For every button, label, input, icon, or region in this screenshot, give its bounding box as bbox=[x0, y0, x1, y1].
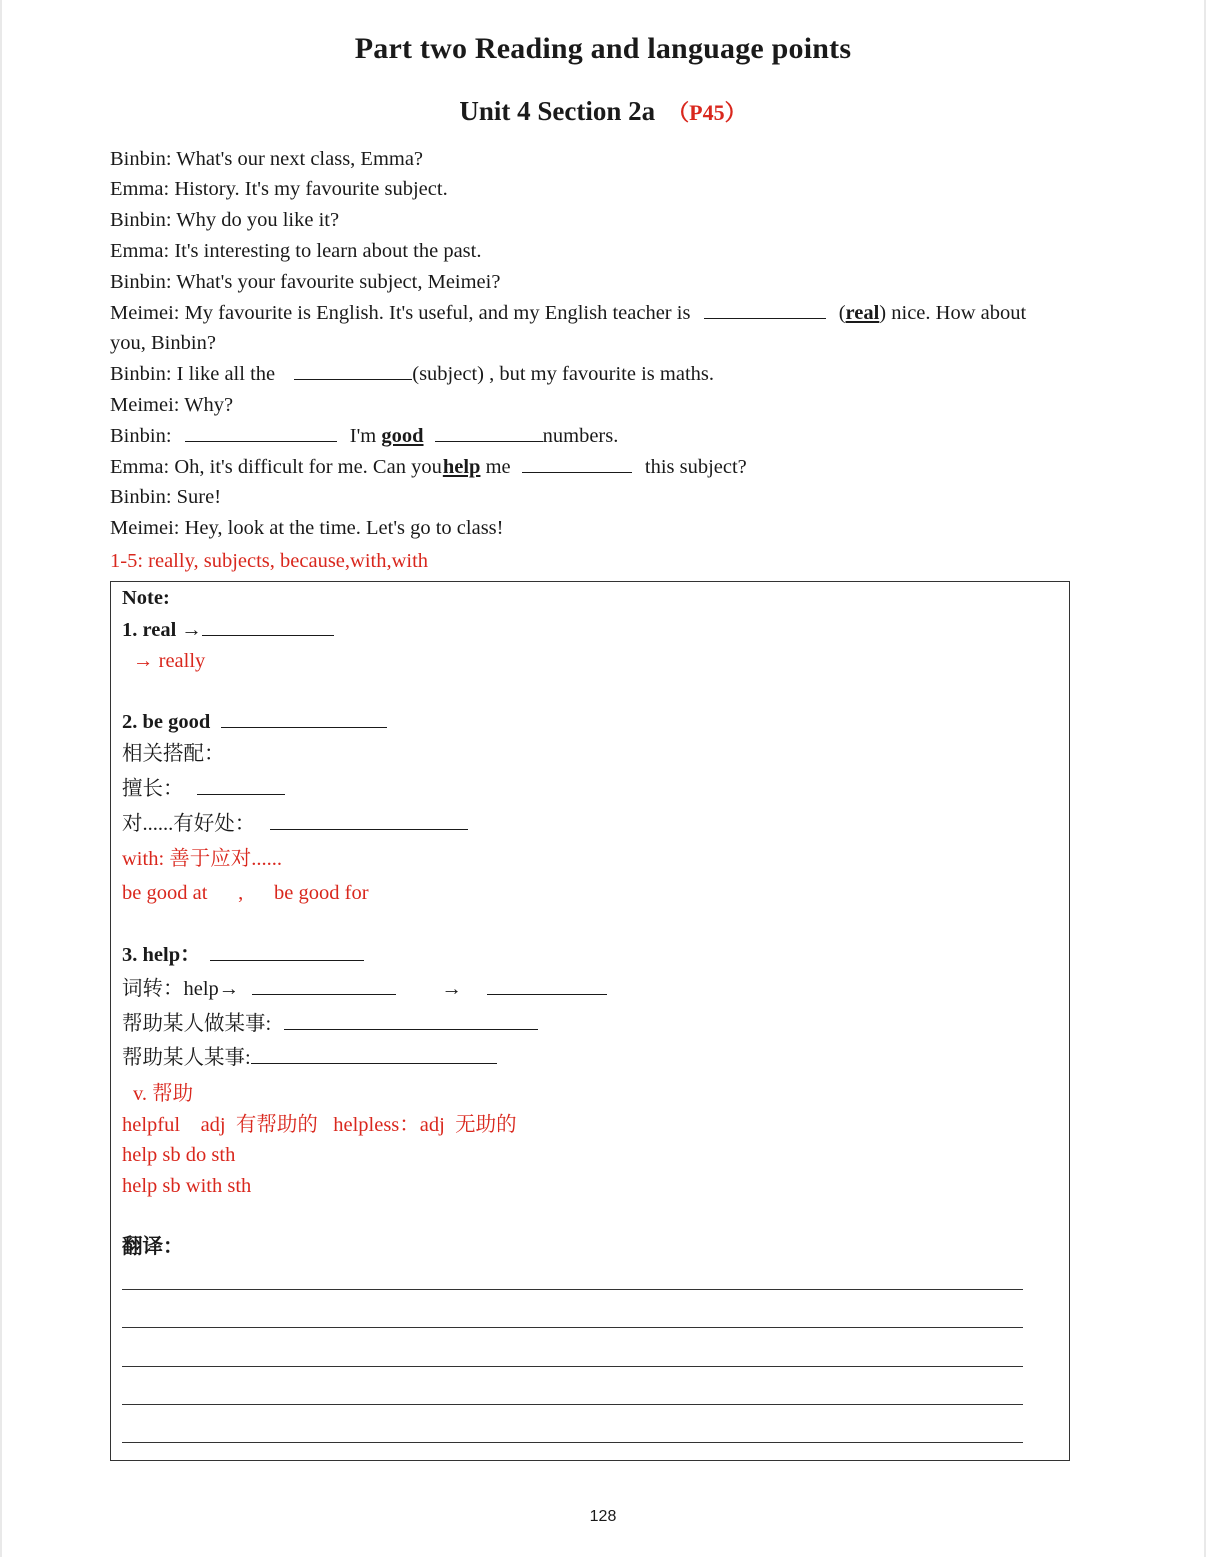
note-item-3 bbox=[122, 941, 364, 969]
dialog-text: this subject? bbox=[644, 456, 747, 478]
note-dosth-row bbox=[122, 1010, 538, 1038]
note-item-2-answer: be good at , be good for bbox=[122, 882, 369, 904]
arrow-icon: → bbox=[441, 978, 463, 1000]
note-blank-conv1[interactable] bbox=[252, 976, 396, 995]
note-sth-label: 帮助某人某事: bbox=[122, 1047, 251, 1069]
dialog-line bbox=[110, 299, 1026, 327]
dialog-text: I'm bbox=[349, 425, 377, 447]
dialog-line bbox=[110, 453, 747, 481]
section-label: Unit 4 Section 2a bbox=[459, 96, 656, 126]
note-box bbox=[110, 581, 1070, 1461]
fill-blank-5[interactable] bbox=[522, 454, 632, 473]
section-subtitle bbox=[0, 96, 1206, 127]
dialog-text: numbers. bbox=[542, 425, 619, 447]
dialog-text: Emma: Oh, it's difficult for me. Can you bbox=[110, 456, 442, 478]
note-item-1 bbox=[122, 616, 334, 644]
dialog-line: you, Binbin? bbox=[110, 332, 216, 354]
note-help-adjectives: helpful adj 有帮助的 helpless：adj 无助的 bbox=[122, 1114, 517, 1136]
note-blank-goodat[interactable] bbox=[197, 776, 285, 795]
writing-line[interactable] bbox=[122, 1366, 1023, 1367]
dialog-line: Emma: History. It's my favourite subject. bbox=[110, 178, 448, 200]
note-collocation-label: 相关搭配： bbox=[122, 743, 225, 765]
dialog-text: Binbin: bbox=[110, 425, 172, 447]
note-conversion-label: 词转：help→ bbox=[122, 978, 240, 1000]
dialog-line bbox=[110, 360, 714, 388]
dialog-line: Binbin: Why do you like it? bbox=[110, 209, 340, 231]
dialog-line: Binbin: Sure! bbox=[110, 486, 222, 508]
note-help-example-2: help sb with sth bbox=[122, 1175, 252, 1197]
dialog-line: Emma: It's interesting to learn about the past. bbox=[110, 240, 482, 262]
note-help-example-1: help sb do sth bbox=[122, 1144, 236, 1166]
note-dosth-label: 帮助某人做某事: bbox=[122, 1013, 272, 1035]
note-item-2-label: 2. be good bbox=[122, 711, 211, 733]
keyword-good: good bbox=[381, 425, 424, 447]
dialog-text: Binbin: I like all the bbox=[110, 363, 276, 385]
note-blank-help[interactable] bbox=[210, 942, 364, 961]
note-item-1-answer: → really bbox=[133, 650, 206, 672]
page-edge-left bbox=[0, 0, 2, 1557]
page-number: 128 bbox=[589, 1508, 617, 1525]
page-title: Part two Reading and language points bbox=[354, 32, 852, 65]
hint-word-real: real bbox=[845, 302, 880, 324]
dialog-line: Meimei: Hey, look at the time. Let's go to class! bbox=[110, 517, 504, 539]
writing-line[interactable] bbox=[122, 1404, 1023, 1405]
dialog-text: ) nice. How about bbox=[879, 302, 1027, 324]
note-with-answer: with: 善于应对...... bbox=[122, 848, 283, 870]
writing-line[interactable] bbox=[122, 1289, 1023, 1290]
dialog-text: (subject) , but my favourite is maths. bbox=[412, 363, 714, 385]
dialog-text: Meimei: My favourite is English. It's useful, and my English teacher is bbox=[110, 302, 691, 324]
note-blank-real[interactable] bbox=[202, 617, 334, 636]
note-item-1-label: 1. real → bbox=[122, 619, 202, 641]
note-sth-row bbox=[122, 1044, 497, 1072]
note-item-2 bbox=[122, 708, 387, 736]
dialog-text: me bbox=[485, 456, 511, 478]
note-good-at-label: 擅长： bbox=[122, 778, 184, 800]
fill-blank-3[interactable] bbox=[185, 423, 337, 442]
note-help-verb: v. 帮助 bbox=[133, 1083, 194, 1105]
translate-heading: 翻译： bbox=[122, 1236, 184, 1258]
dialog-line: Binbin: What's our next class, Emma? bbox=[110, 148, 424, 170]
dialog-line bbox=[110, 422, 618, 450]
fill-blank-1[interactable] bbox=[704, 300, 826, 319]
note-blank-sth[interactable] bbox=[251, 1045, 497, 1064]
note-good-for-row bbox=[122, 810, 468, 838]
note-conversion-row bbox=[122, 975, 607, 1003]
page-reference: （P45） bbox=[667, 100, 747, 125]
note-good-at-row bbox=[122, 775, 285, 803]
fill-blank-2[interactable] bbox=[294, 361, 412, 380]
answer-key: 1-5: really, subjects, because,with,with bbox=[110, 550, 429, 572]
keyword-help: help bbox=[442, 456, 481, 478]
note-item-3-label: 3. help： bbox=[122, 944, 201, 966]
writing-line[interactable] bbox=[122, 1327, 1023, 1328]
note-good-for-label: 对......有好处： bbox=[122, 813, 256, 835]
writing-line[interactable] bbox=[122, 1442, 1023, 1443]
dialog-line: Binbin: What's your favourite subject, Meimei? bbox=[110, 271, 501, 293]
hint-open-paren: ( bbox=[838, 302, 846, 324]
dialog-line: Meimei: Why? bbox=[110, 394, 234, 416]
note-blank-dosth[interactable] bbox=[284, 1011, 538, 1030]
note-blank-begood[interactable] bbox=[221, 709, 387, 728]
note-blank-conv2[interactable] bbox=[487, 976, 607, 995]
note-heading: Note: bbox=[122, 587, 170, 609]
fill-blank-4[interactable] bbox=[435, 423, 543, 442]
note-blank-goodfor[interactable] bbox=[270, 811, 468, 830]
